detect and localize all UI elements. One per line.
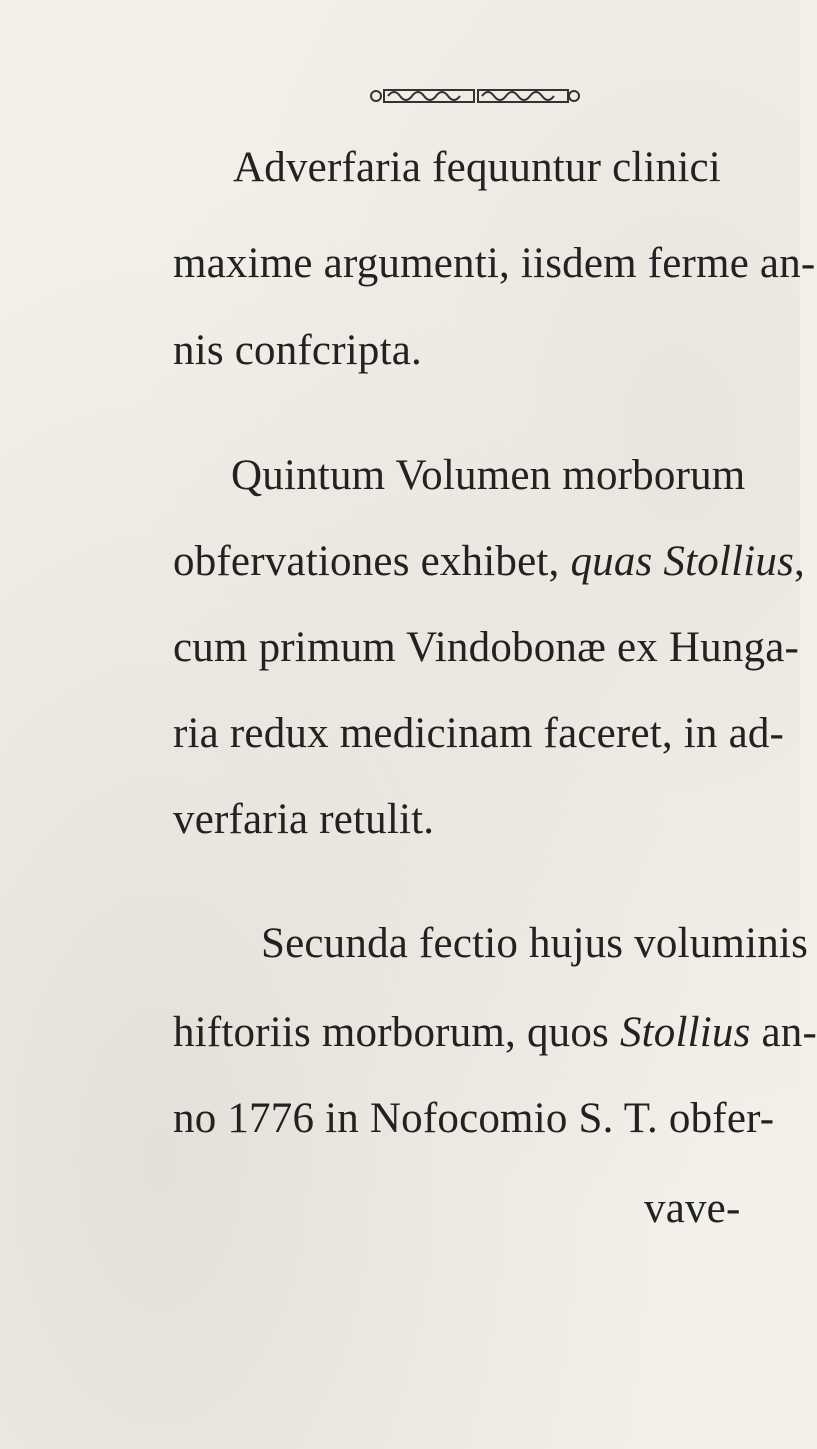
- text-line-10-italic: Stollius: [619, 1009, 751, 1056]
- text-line-7: ria redux medicinam faceret, in ad-: [173, 710, 785, 757]
- text-line-11: no 1776 in Nofocomio S. T. obfer-: [173, 1095, 775, 1142]
- text-line-10-end: an-: [750, 1009, 817, 1056]
- text-line-8: verfaria retulit.: [173, 796, 435, 843]
- text-line-10-roman: hiftoriis morborum, quos: [173, 1009, 620, 1056]
- text-line-10: [173, 1008, 817, 1058]
- text-line-6: cum primum Vindobonæ ex Hunga-: [173, 624, 800, 671]
- header-ornament: [368, 86, 582, 106]
- catchword: vave-: [644, 1185, 741, 1232]
- text-line-5: [173, 537, 805, 587]
- text-line-1: Adverfaria fequuntur clinici: [233, 144, 721, 191]
- text-line-2: maxime argumenti, iisdem ferme an-: [173, 240, 816, 287]
- text-line-5-italic: quas Stollius: [570, 538, 795, 585]
- text-line-3: nis confcripta.: [173, 327, 422, 374]
- text-line-5-roman: obfervationes exhibet,: [173, 538, 571, 585]
- text-line-5-end: ,: [794, 538, 805, 585]
- text-line-4: Quintum Volumen morborum: [231, 452, 746, 499]
- text-line-9: Secunda fectio hujus voluminis: [261, 920, 809, 967]
